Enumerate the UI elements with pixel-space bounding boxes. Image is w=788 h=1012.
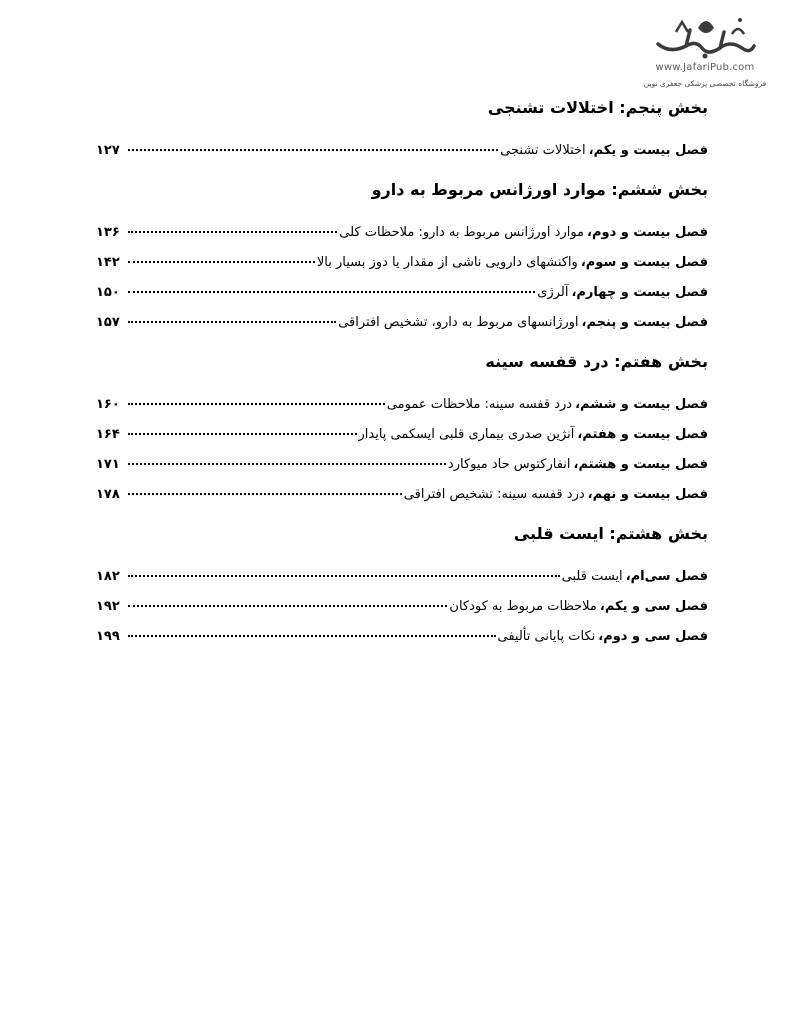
chapter-title: اورژانسهای مربوط به دارو، تشخیص افتراقی (338, 315, 579, 330)
chapter-title: موارد اورژانس مربوط به دارو: ملاحظات کلی (339, 225, 585, 240)
chapter-label: فصل بیست و سوم، (580, 255, 708, 270)
toc-entry (96, 622, 708, 652)
dot-leader (128, 605, 447, 607)
toc-entry (96, 562, 708, 592)
chapter-title: آلرژی (537, 285, 569, 300)
dot-leader (128, 321, 336, 323)
publisher-logo (640, 8, 770, 90)
chapter-label: فصل بیست و هشتم، (573, 457, 708, 472)
page-number: ۱۵۷ (96, 315, 120, 330)
chapter-label: فصل بیست و نهم، (587, 487, 708, 502)
chapter-title: واکنشهای دارویی ناشی از مقدار یا دوز بسیار بالا (316, 255, 578, 270)
chapter-label: فصل بیست و هفتم، (577, 427, 708, 442)
toc-entry (96, 390, 708, 420)
section-6 (96, 178, 708, 338)
dot-leader (128, 149, 498, 151)
dot-leader (128, 291, 535, 293)
jafari-logo-icon (650, 8, 760, 64)
section-7 (96, 350, 708, 510)
page-number: ۱۳۶ (96, 225, 120, 240)
dot-leader (128, 433, 357, 435)
section-8 (96, 522, 708, 652)
chapter-label: فصل بیست و ششم، (575, 397, 708, 412)
table-of-contents (96, 96, 708, 664)
chapter-title: انفارکتوس حاد میوکارد (447, 457, 571, 472)
toc-entry (96, 278, 708, 308)
toc-entry (96, 308, 708, 338)
page-number: ۱۷۸ (96, 487, 120, 502)
page-number: ۱۴۲ (96, 255, 120, 270)
chapter-title: درد قفسه سینه: ملاحظات عمومی (386, 397, 573, 412)
dot-leader (128, 463, 446, 465)
chapter-label: فصل سی و دوم، (598, 629, 708, 644)
page-number: ۱۹۹ (96, 629, 120, 644)
dot-leader (128, 261, 315, 263)
chapter-title: اختلالات تشنجی (500, 143, 586, 158)
chapter-label: فصل سی‌ام، (625, 569, 708, 584)
dot-leader (128, 635, 496, 637)
section-5 (96, 96, 708, 166)
dot-leader (128, 231, 337, 233)
section-title: بخش هشتم: ایست قلبی (513, 524, 708, 543)
page-number: ۱۶۰ (96, 397, 120, 412)
toc-entry (96, 218, 708, 248)
section-title: بخش هفتم: درد قفسه سینه (485, 352, 708, 371)
chapter-label: فصل بیست و یکم، (588, 143, 708, 158)
toc-entry (96, 480, 708, 510)
chapter-label: فصل بیست و دوم، (587, 225, 708, 240)
dot-leader (128, 403, 385, 405)
toc-entry (96, 420, 708, 450)
section-title: بخش ششم: موارد اورژانس مربوط به دارو (371, 180, 708, 199)
dot-leader (128, 493, 402, 495)
toc-entry (96, 136, 708, 166)
chapter-title: درد قفسه سینه: تشخیص افتراقی (403, 487, 585, 502)
dot-leader (128, 575, 560, 577)
page-number: ۱۵۰ (96, 285, 120, 300)
chapter-title: نکات پایانی تألیفی (497, 629, 596, 644)
chapter-label: فصل بیست و چهارم، (571, 285, 708, 300)
toc-entry (96, 450, 708, 480)
page-number: ۱۹۲ (96, 599, 120, 614)
page-number: ۱۲۷ (96, 143, 120, 158)
chapter-title: ملاحظات مربوط به کودکان (449, 599, 597, 614)
page-number: ۱۸۲ (96, 569, 120, 584)
section-title: بخش پنجم: اختلالات تشنجی (487, 98, 708, 117)
logo-url: www.JafariPub.com (655, 62, 755, 73)
logo-tagline: فروشگاه تخصصی پزشکی جعفری نوین (643, 79, 767, 88)
chapter-label: فصل بیست و پنجم، (581, 315, 708, 330)
page-number: ۱۷۱ (96, 457, 120, 472)
page-number: ۱۶۴ (96, 427, 120, 442)
chapter-title: ایست قلبی (561, 569, 623, 584)
toc-entry (96, 248, 708, 278)
toc-entry (96, 592, 708, 622)
chapter-label: فصل سی و یکم، (599, 599, 708, 614)
chapter-title: آنژین صدری بیماری قلبی ایسکمی پایدار (358, 427, 575, 442)
